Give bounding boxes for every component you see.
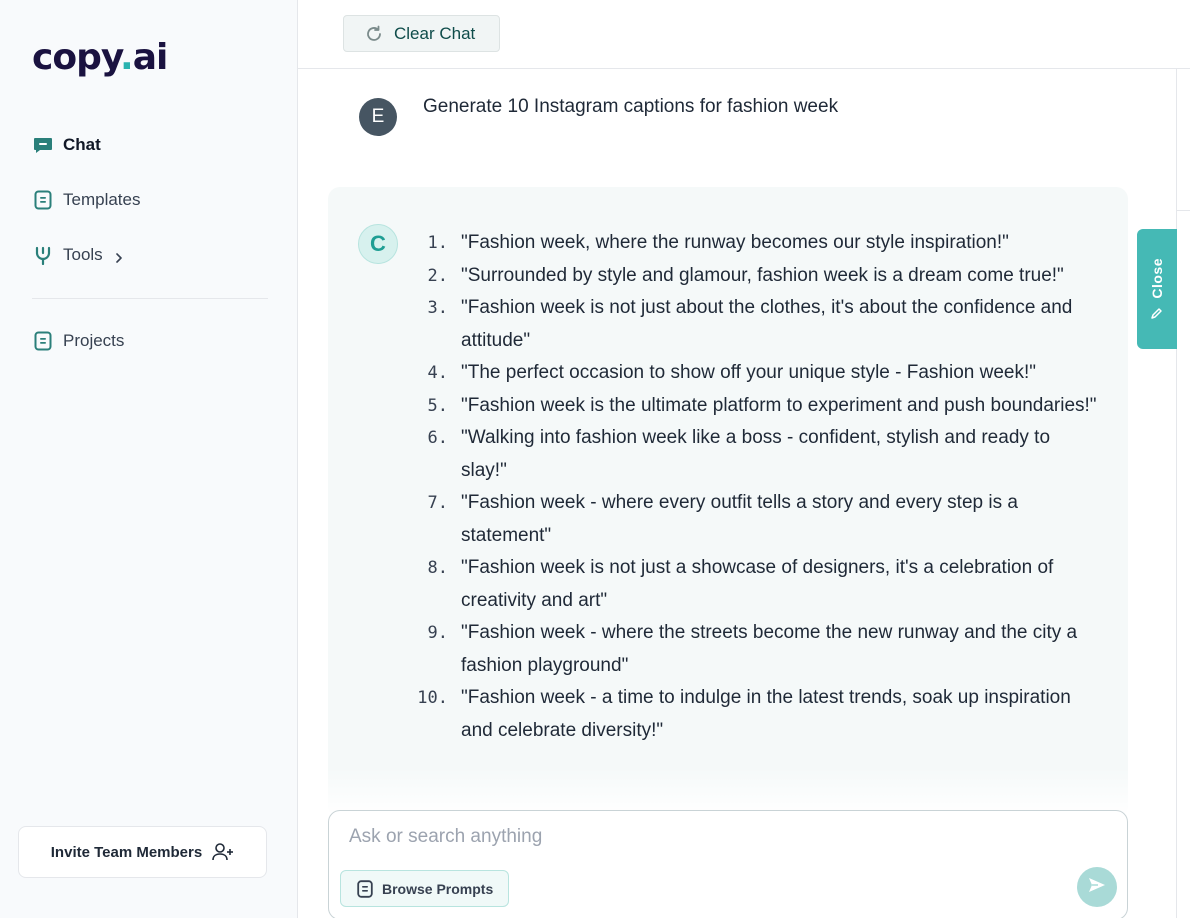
send-button[interactable]	[1077, 867, 1117, 907]
list-item	[408, 292, 1098, 357]
add-user-icon	[212, 842, 234, 862]
list-item-number: 4.	[427, 363, 448, 383]
list-item	[408, 227, 1098, 260]
chat-icon	[32, 134, 54, 156]
list-item-text: "Fashion week - where every outfit tells a story and every step is a statement"	[461, 492, 1018, 546]
list-item-text: "Surrounded by style and glamour, fashion week is a dream come true!"	[461, 264, 1064, 286]
sidebar-projects-section	[32, 324, 268, 379]
list-item-number: 2.	[427, 265, 448, 286]
list-item-text: "Walking into fashion week like a boss - confident, stylish and ready to slay!"	[461, 427, 1051, 481]
sidebar	[0, 0, 298, 918]
list-item	[408, 552, 1098, 617]
chat-composer	[328, 810, 1128, 918]
logo-text-ai: ai	[132, 37, 168, 78]
list-item-text: "Fashion week - where the streets become the new runway and the city a fashion playground"	[461, 622, 1078, 676]
list-item-number: 9.	[427, 623, 448, 643]
assistant-message	[328, 187, 1128, 817]
invite-button-label: Invite Team Members	[50, 843, 203, 861]
pencil-icon	[1150, 306, 1164, 320]
send-icon	[1087, 875, 1107, 900]
tools-icon	[32, 244, 54, 266]
sidebar-item-projects[interactable]	[32, 324, 268, 358]
logo-dot: .	[120, 37, 133, 78]
panel-divider-tick	[1176, 210, 1190, 211]
sidebar-item-label: Templates	[63, 190, 141, 209]
list-item-text: "The perfect occasion to show off your unique style - Fashion week!"	[461, 362, 1036, 383]
list-item-number: 6.	[427, 428, 448, 448]
sidebar-item-templates[interactable]	[32, 183, 268, 217]
close-panel-tab[interactable]	[1137, 229, 1177, 349]
document-icon	[32, 330, 54, 352]
list-item-text: "Fashion week is not just about the clothes, it's about the confidence and attitude"	[461, 297, 1073, 351]
close-panel-label: Close	[1149, 257, 1165, 299]
sidebar-item-chat[interactable]	[32, 128, 268, 162]
list-item	[408, 390, 1098, 423]
sidebar-nav	[32, 128, 268, 293]
chat-topbar	[298, 0, 1190, 69]
list-item-number: 8.	[427, 558, 448, 578]
user-avatar: E	[359, 98, 397, 136]
list-item-text: "Fashion week - a time to indulge in the latest trends, soak up inspiration and celebrate diversity!"	[461, 687, 1071, 741]
sidebar-item-label: Tools	[63, 245, 103, 264]
caption-list	[408, 227, 1098, 747]
chevron-right-icon	[113, 249, 125, 261]
list-item	[408, 357, 1098, 390]
copy-ai-logo[interactable]	[32, 36, 167, 80]
list-item	[408, 260, 1098, 293]
list-item-number: 10.	[417, 688, 448, 708]
list-item-number: 5.	[427, 395, 448, 416]
browse-prompts-button[interactable]	[340, 870, 509, 907]
clear-chat-button[interactable]	[343, 15, 500, 52]
list-item-text: "Fashion week is the ultimate platform to experiment and push boundaries!"	[461, 394, 1097, 416]
browse-prompts-label: Browse Prompts	[382, 880, 494, 897]
clear-chat-label: Clear Chat	[394, 23, 476, 43]
user-message-text: Generate 10 Instagram captions for fashion week	[423, 96, 839, 117]
list-item	[408, 682, 1098, 747]
refresh-icon	[364, 24, 384, 44]
list-item	[408, 487, 1098, 552]
document-icon	[32, 189, 54, 211]
list-item-text: "Fashion week, where the runway becomes our style inspiration!"	[461, 232, 1009, 253]
list-item-number: 1.	[427, 233, 448, 253]
assistant-avatar: C	[358, 224, 398, 264]
sidebar-item-label: Projects	[63, 331, 125, 350]
logo-text-copy: copy	[32, 37, 121, 78]
sidebar-item-label: Chat	[63, 135, 101, 154]
list-item	[408, 617, 1098, 682]
panel-divider	[1176, 69, 1177, 918]
list-item-number: 7.	[427, 493, 448, 513]
invite-team-members-button[interactable]	[18, 826, 267, 878]
sidebar-item-tools[interactable]	[32, 238, 268, 272]
list-item-number: 3.	[427, 298, 448, 318]
document-icon	[357, 880, 375, 898]
sidebar-divider	[32, 298, 268, 299]
list-item-text: "Fashion week is not just a showcase of designers, it's a celebration of creativity and art"	[461, 557, 1054, 611]
chat-input[interactable]	[349, 823, 1089, 851]
list-item	[408, 422, 1098, 487]
